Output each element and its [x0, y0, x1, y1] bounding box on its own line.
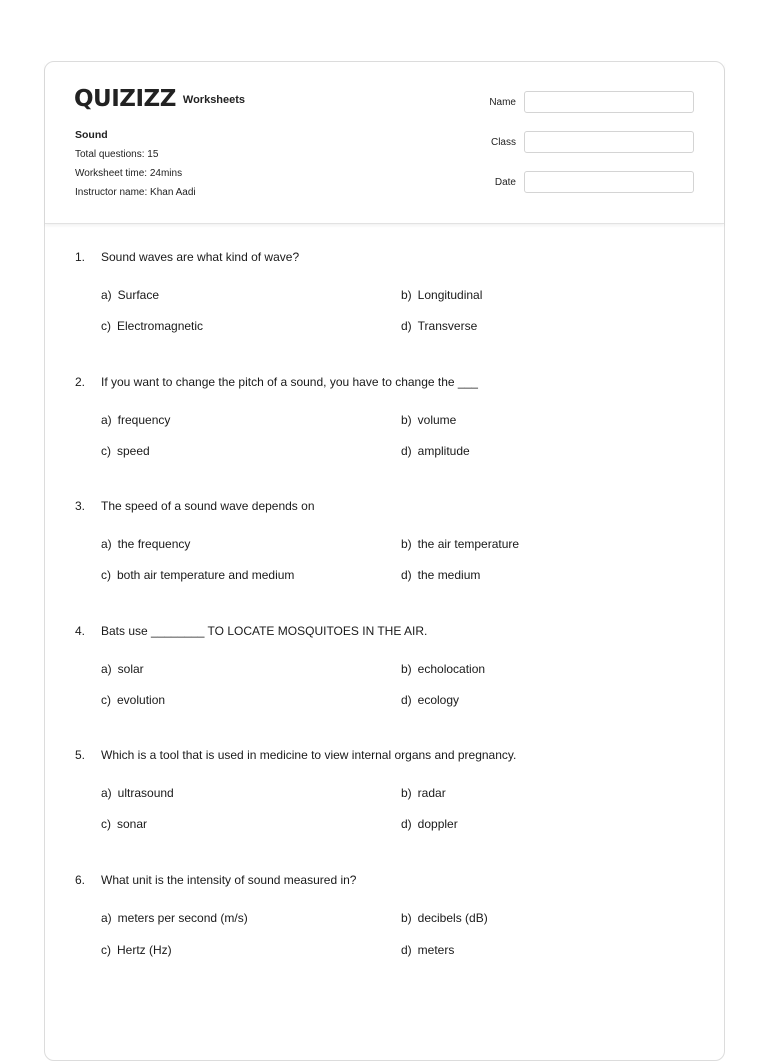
worksheet-topic: Sound	[75, 129, 108, 141]
worksheet-page	[44, 61, 725, 1061]
question-text: Which is a tool that is used in medicine to view internal organs and pregnancy.	[101, 748, 517, 762]
question-2	[75, 374, 715, 460]
question-number: 3.	[75, 499, 86, 513]
question-text: What unit is the intensity of sound measured in?	[101, 873, 357, 887]
option-a: a) ultrasound	[101, 786, 174, 800]
option-b: b) radar	[401, 786, 446, 800]
question-text: Sound waves are what kind of wave?	[101, 250, 300, 264]
name-input[interactable]	[524, 91, 694, 113]
question-number: 4.	[75, 624, 86, 638]
class-input[interactable]	[524, 131, 694, 153]
option-b: b) decibels (dB)	[401, 911, 488, 925]
question-3	[75, 498, 715, 584]
logo-subtitle: Worksheets	[182, 93, 246, 106]
option-c: c) speed	[101, 444, 150, 458]
question-number: 6.	[75, 873, 86, 887]
date-input[interactable]	[524, 171, 694, 193]
option-a: a) Surface	[101, 288, 160, 302]
question-5	[75, 747, 715, 833]
option-d: d) Transverse	[401, 319, 478, 333]
class-field	[476, 131, 694, 153]
date-label: Date	[494, 176, 516, 188]
question-text: The speed of a sound wave depends on	[101, 499, 315, 513]
question-6	[75, 872, 715, 958]
worksheet-header	[45, 62, 724, 224]
option-b: b) echolocation	[401, 662, 486, 676]
option-d: d) meters	[401, 943, 455, 957]
question-text: Bats use ________ TO LOCATE MOSQUITOES IN THE AIR.	[101, 624, 428, 638]
question-number: 2.	[75, 375, 86, 389]
date-field	[476, 171, 694, 193]
option-c: c) sonar	[101, 817, 148, 831]
option-c: c) Hertz (Hz)	[101, 943, 172, 957]
option-d: d) the medium	[401, 568, 481, 582]
option-c: c) both air temperature and medium	[101, 568, 295, 582]
name-field	[476, 91, 694, 113]
option-b: b) the air temperature	[401, 537, 520, 551]
question-number: 5.	[75, 748, 86, 762]
total-questions: Total questions: 15	[75, 149, 159, 160]
instructor-name: Instructor name: Khan Aadi	[75, 187, 196, 198]
option-d: d) ecology	[401, 693, 460, 707]
question-text: If you want to change the pitch of a sound, you have to change the ___	[101, 375, 478, 389]
option-a: a) the frequency	[101, 537, 191, 551]
quizizz-logo: QUIZIZZ	[74, 86, 176, 112]
question-1	[75, 249, 715, 335]
option-a: a) frequency	[101, 413, 171, 427]
option-a: a) meters per second (m/s)	[101, 911, 248, 925]
option-b: b) Longitudinal	[401, 288, 483, 302]
name-label: Name	[489, 96, 516, 108]
option-a: a) solar	[101, 662, 144, 676]
option-c: c) Electromagnetic	[101, 319, 204, 333]
option-c: c) evolution	[101, 693, 166, 707]
worksheet-time: Worksheet time: 24mins	[75, 168, 183, 179]
worksheet-meta	[75, 126, 196, 202]
question-number: 1.	[75, 250, 86, 264]
class-label: Class	[490, 136, 516, 148]
brand	[74, 87, 245, 111]
option-d: d) amplitude	[401, 444, 470, 458]
option-d: d) doppler	[401, 817, 458, 831]
question-4	[75, 623, 715, 709]
option-b: b) volume	[401, 413, 457, 427]
